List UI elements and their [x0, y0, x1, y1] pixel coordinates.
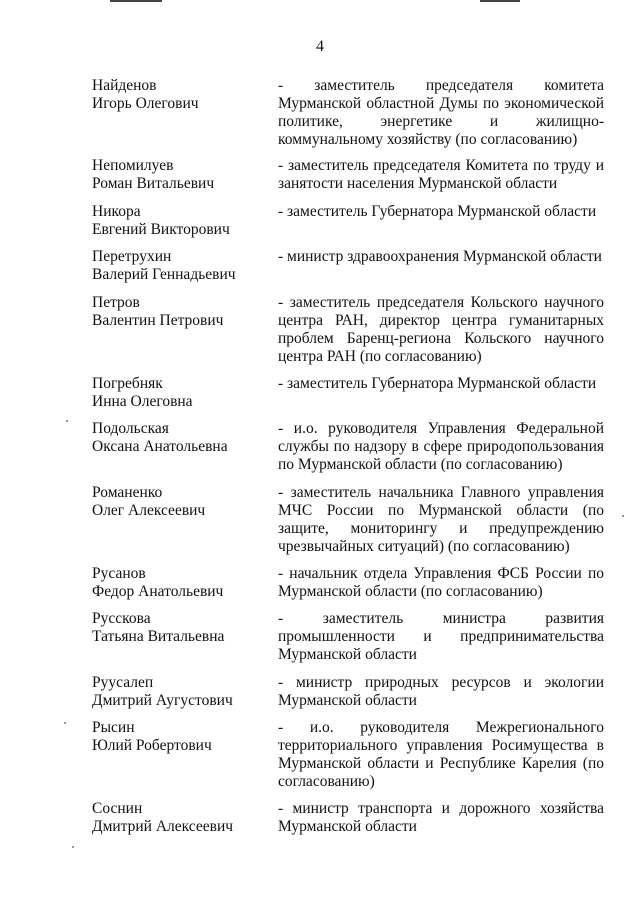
position-description: - заместитель министра развития промышленности и предпринимательства Мурманской области: [278, 610, 604, 663]
position-description: - заместитель начальника Главного управления МЧС России по Мурманской области (по защите, мониторингу и предупреждению чрезвычайных ситуаций) (по согласованию): [278, 484, 604, 555]
given-names: Олег Алексеевич: [92, 502, 206, 519]
surname: Перетрухин: [92, 248, 172, 265]
person-name: [92, 248, 268, 284]
given-names: Валентин Петрович: [92, 312, 224, 329]
given-names: Дмитрий Алексеевич: [92, 818, 234, 835]
scan-speck: [66, 420, 68, 422]
given-names: Роман Витальевич: [92, 175, 215, 192]
given-names: Оксана Анатольевна: [92, 438, 228, 455]
person-name: [92, 800, 268, 836]
position-description: - начальник отдела Управления ФСБ России по Мурманской области (по согласованию): [278, 565, 604, 600]
position-description: - заместитель Губернатора Мурманской области: [278, 203, 597, 220]
scan-speck: [72, 846, 74, 848]
surname: Руусалеп: [92, 674, 154, 691]
given-names: Татьяна Витальевна: [92, 628, 225, 645]
position-description: - министр природных ресурсов и экологии Мурманской области: [278, 674, 604, 709]
given-names: Федор Анатольевич: [92, 583, 224, 600]
position-description: - и.о. руководителя Управления Федеральной службы по надзору в сфере природопользования по Мурманской области (по согласованию): [278, 420, 604, 473]
page-number: 4: [316, 38, 324, 55]
person-name: [92, 77, 268, 113]
surname: Соснин: [92, 800, 143, 817]
surname: Рысин: [92, 719, 135, 736]
person-name: [92, 674, 268, 710]
scan-speck: [622, 515, 624, 517]
position-description: - министр здравоохранения Мурманской области: [278, 248, 602, 265]
top-rule-right: [480, 0, 520, 2]
top-rule-left: [110, 0, 162, 2]
person-name: [92, 203, 268, 239]
position-description: - министр транспорта и дорожного хозяйства Мурманской области: [278, 800, 604, 835]
person-name: [92, 484, 268, 520]
given-names: Дмитрий Аугустович: [92, 692, 233, 709]
position-description: - заместитель Губернатора Мурманской области: [278, 375, 597, 392]
surname: Русанов: [92, 565, 146, 582]
given-names: Юлий Робертович: [92, 737, 212, 754]
position-description: - заместитель председателя Комитета по труду и занятости населения Мурманской области: [278, 157, 604, 192]
position-description: - и.о. руководителя Межрегионального территориального управления Росимущества в Мурманской области и Республике Карелия (по согласованию): [278, 719, 604, 790]
surname: Романенко: [92, 484, 163, 501]
person-name: [92, 719, 268, 755]
given-names: Игорь Олегович: [92, 95, 199, 112]
surname: Непомилуев: [92, 157, 174, 174]
surname: Никора: [92, 203, 141, 220]
surname: Подольская: [92, 420, 169, 437]
surname: Найденов: [92, 77, 157, 94]
person-name: [92, 420, 268, 456]
person-name: [92, 294, 268, 330]
person-name: [92, 157, 268, 193]
person-name: [92, 565, 268, 601]
given-names: Евгений Викторович: [92, 221, 230, 238]
position-description: - заместитель председателя комитета Мурманской областной Думы по экономической политике, энергетике и жилищно-коммунальному хозяйству (по согласованию): [278, 77, 604, 148]
scan-speck: [64, 722, 66, 724]
given-names: Инна Олеговна: [92, 393, 193, 410]
person-name: [92, 610, 268, 646]
given-names: Валерий Геннадьевич: [92, 266, 236, 283]
surname: Петров: [92, 294, 140, 311]
person-name: [92, 375, 268, 411]
surname: Русскова: [92, 610, 151, 627]
surname: Погребняк: [92, 375, 163, 392]
position-description: - заместитель председателя Кольского научного центра РАН, директор центра гуманитарных проблем Баренц-региона Кольского научного центра РАН (по согласованию): [278, 294, 604, 365]
